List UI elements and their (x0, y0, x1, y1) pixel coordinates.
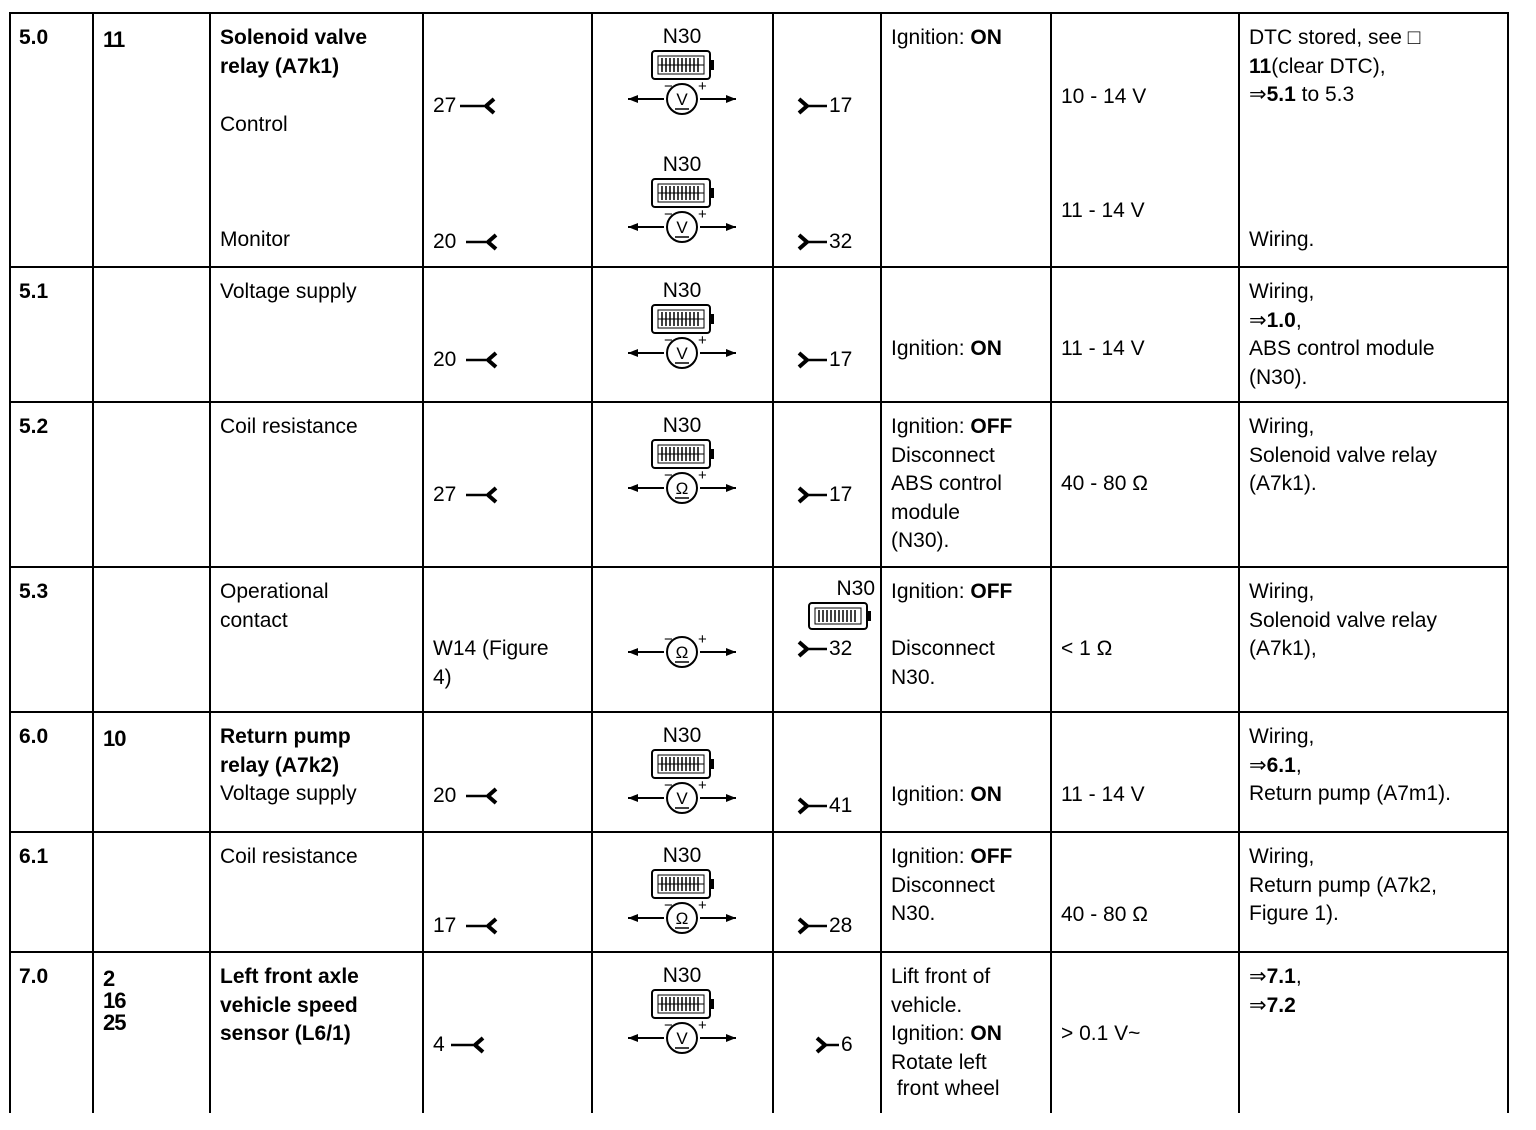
remedy-wiring: Wiring. (1249, 228, 1315, 251)
pin-b: N30 32 (795, 578, 875, 661)
connector-icon (622, 867, 742, 901)
meter-symbol (622, 725, 742, 815)
meter-symbol (622, 845, 742, 935)
test-step-id: 5.0 (19, 26, 49, 49)
test-step-id: 5.2 (19, 415, 49, 438)
ohmmeter-icon (622, 901, 742, 935)
pin-b: 17 (795, 94, 852, 118)
component-name: Operational contact (220, 580, 329, 632)
module-label: N30 (662, 25, 702, 48)
test-step-id: 6.1 (19, 845, 49, 868)
dtc-code: 11 (103, 27, 125, 52)
component-name: Coil resistance (220, 415, 358, 438)
remedy: DTC stored, see □ 11(clear DTC), ⇒5.1 to 5.3 (1249, 26, 1421, 106)
pin-b: 41 (795, 794, 852, 818)
nominal-value: 11 - 14 V (1061, 783, 1145, 806)
probe-right-icon (795, 230, 829, 254)
meter-unit: Ω (675, 909, 689, 928)
component-name: Coil resistance (220, 845, 358, 868)
test-table (9, 12, 1509, 1113)
probe-right-icon (795, 794, 829, 818)
remedy: Wiring, Solenoid valve relay (A7k1), (1249, 580, 1437, 660)
svg-text:+: + (698, 471, 707, 484)
meter-unit: V (676, 90, 688, 109)
probe-left-icon (456, 784, 498, 808)
connector-icon (622, 747, 742, 781)
probe-left-icon (445, 1033, 487, 1057)
meter-unit: V (676, 1029, 688, 1048)
remedy: Wiring, ⇒1.0, ABS control module (N30). (1249, 280, 1435, 389)
pin-b: 6 (805, 1033, 853, 1057)
svg-text:+: + (698, 781, 707, 794)
component-name: Left front axle vehicle speed sensor (L6/1) (220, 965, 359, 1045)
pin-b: 28 (795, 914, 852, 938)
probe-right-icon (795, 637, 829, 661)
pin-a: 20 (433, 348, 498, 372)
connector-icon (622, 437, 742, 471)
svg-text:−: − (664, 82, 673, 95)
nominal-value: 10 - 14 V (1061, 85, 1147, 108)
svg-text:−: − (664, 210, 673, 223)
pin-a: 20 (433, 784, 498, 808)
svg-text:+: + (698, 901, 707, 914)
module-label: N30 (662, 964, 702, 987)
svg-text:−: − (664, 336, 673, 349)
probe-right-icon (795, 914, 829, 938)
svg-text:+: + (698, 82, 707, 95)
probe-right-icon (805, 1033, 841, 1057)
voltmeter-icon (622, 1021, 742, 1055)
meter-symbol (622, 26, 742, 116)
component-name: Solenoid valve relay (A7k1) (220, 26, 368, 78)
ohmmeter-icon (622, 471, 742, 505)
pin-a: 17 (433, 914, 498, 938)
module-label: N30 (662, 844, 702, 867)
module-label: N30 (662, 279, 702, 302)
connector-icon (622, 987, 742, 1021)
test-condition: Ignition: OFF Disconnect N30. (891, 580, 1013, 689)
pin-a: 4 (433, 1033, 487, 1057)
dtc-code: 10 (103, 726, 126, 751)
test-step-id: 6.0 (19, 725, 49, 748)
svg-text:−: − (664, 1021, 673, 1034)
nominal-value: 11 - 14 V (1061, 199, 1145, 222)
meter-symbol (622, 415, 742, 505)
meter-unit: Ω (675, 479, 689, 498)
probe-left-icon (456, 483, 498, 507)
module-label: N30 (836, 577, 875, 600)
connector-icon (622, 48, 742, 82)
nominal-value: < 1 Ω (1061, 637, 1113, 660)
voltmeter-icon (622, 336, 742, 370)
pin-b: 17 (795, 483, 852, 507)
test-step-id: 7.0 (19, 965, 49, 988)
meter-symbol (622, 154, 742, 244)
remedy: ⇒7.1, ⇒7.2 (1249, 965, 1302, 1017)
pin-a: W14 (Figure 4) (433, 637, 549, 689)
pin-a: 27 (433, 94, 498, 118)
connector-icon (622, 176, 742, 210)
svg-text:−: − (664, 471, 673, 484)
component-sub-monitor: Monitor (220, 228, 291, 251)
svg-text:+: + (698, 635, 707, 648)
voltmeter-icon (622, 781, 742, 815)
test-step-id: 5.1 (19, 280, 49, 303)
meter-unit: V (676, 344, 688, 363)
ohmmeter-icon (622, 635, 742, 669)
voltmeter-icon (622, 210, 742, 244)
svg-text:+: + (698, 210, 707, 223)
meter-symbol (622, 965, 742, 1055)
test-condition: Ignition: ON (891, 337, 1002, 360)
module-label: N30 (662, 153, 702, 176)
remedy: Wiring, Return pump (A7k2, Figure 1). (1249, 845, 1437, 925)
voltmeter-icon (622, 82, 742, 116)
meter-unit: V (676, 218, 688, 237)
test-step-id: 5.3 (19, 580, 49, 603)
module-label: N30 (662, 414, 702, 437)
pin-a: 20 (433, 230, 498, 254)
module-label: N30 (662, 724, 702, 747)
svg-text:−: − (664, 635, 673, 648)
connector-icon (622, 302, 742, 336)
svg-text:−: − (664, 901, 673, 914)
dtc-code-list: 2 16 25 (103, 966, 126, 1035)
nominal-value: 40 - 80 Ω (1061, 903, 1148, 926)
pin-b: 32 (795, 230, 852, 254)
table-grid (9, 12, 1509, 1113)
test-condition: Ignition: OFF Disconnect ABS control module (N30). (891, 415, 1013, 552)
meter-unit: Ω (675, 643, 689, 662)
meter-unit: V (676, 789, 688, 808)
component-sub-control: Control (220, 113, 288, 136)
probe-right-icon (795, 483, 829, 507)
component-name: Voltage supply (220, 280, 357, 303)
svg-text:−: − (664, 781, 673, 794)
remedy: Wiring, ⇒6.1, Return pump (A7m1). (1249, 725, 1451, 805)
nominal-value: 40 - 80 Ω (1061, 472, 1148, 495)
probe-left-icon (456, 230, 498, 254)
svg-text:+: + (698, 1021, 707, 1034)
probe-left-icon (456, 914, 498, 938)
test-condition: Lift front of vehicle. Ignition: ON Rotate left front wheel (891, 965, 1002, 1100)
pin-a: 27 (433, 483, 498, 507)
probe-left-icon (456, 348, 498, 372)
nominal-value: > 0.1 V~ (1061, 1022, 1141, 1045)
component-name: Return pump relay (A7k2) Voltage supply (220, 725, 357, 805)
remedy: Wiring, Solenoid valve relay (A7k1). (1249, 415, 1437, 495)
nominal-value: 11 - 14 V (1061, 337, 1145, 360)
probe-right-icon (795, 94, 829, 118)
meter-symbol (622, 280, 742, 370)
svg-text:+: + (698, 336, 707, 349)
meter-symbol (622, 635, 742, 669)
test-condition: Ignition: ON (891, 26, 1002, 49)
probe-right-icon (795, 348, 829, 372)
connector-icon (795, 600, 875, 632)
pin-b: 17 (795, 348, 852, 372)
probe-left-icon (456, 94, 498, 118)
test-condition: Ignition: OFF Disconnect N30. (891, 845, 1013, 925)
test-condition: Ignition: ON (891, 783, 1002, 806)
